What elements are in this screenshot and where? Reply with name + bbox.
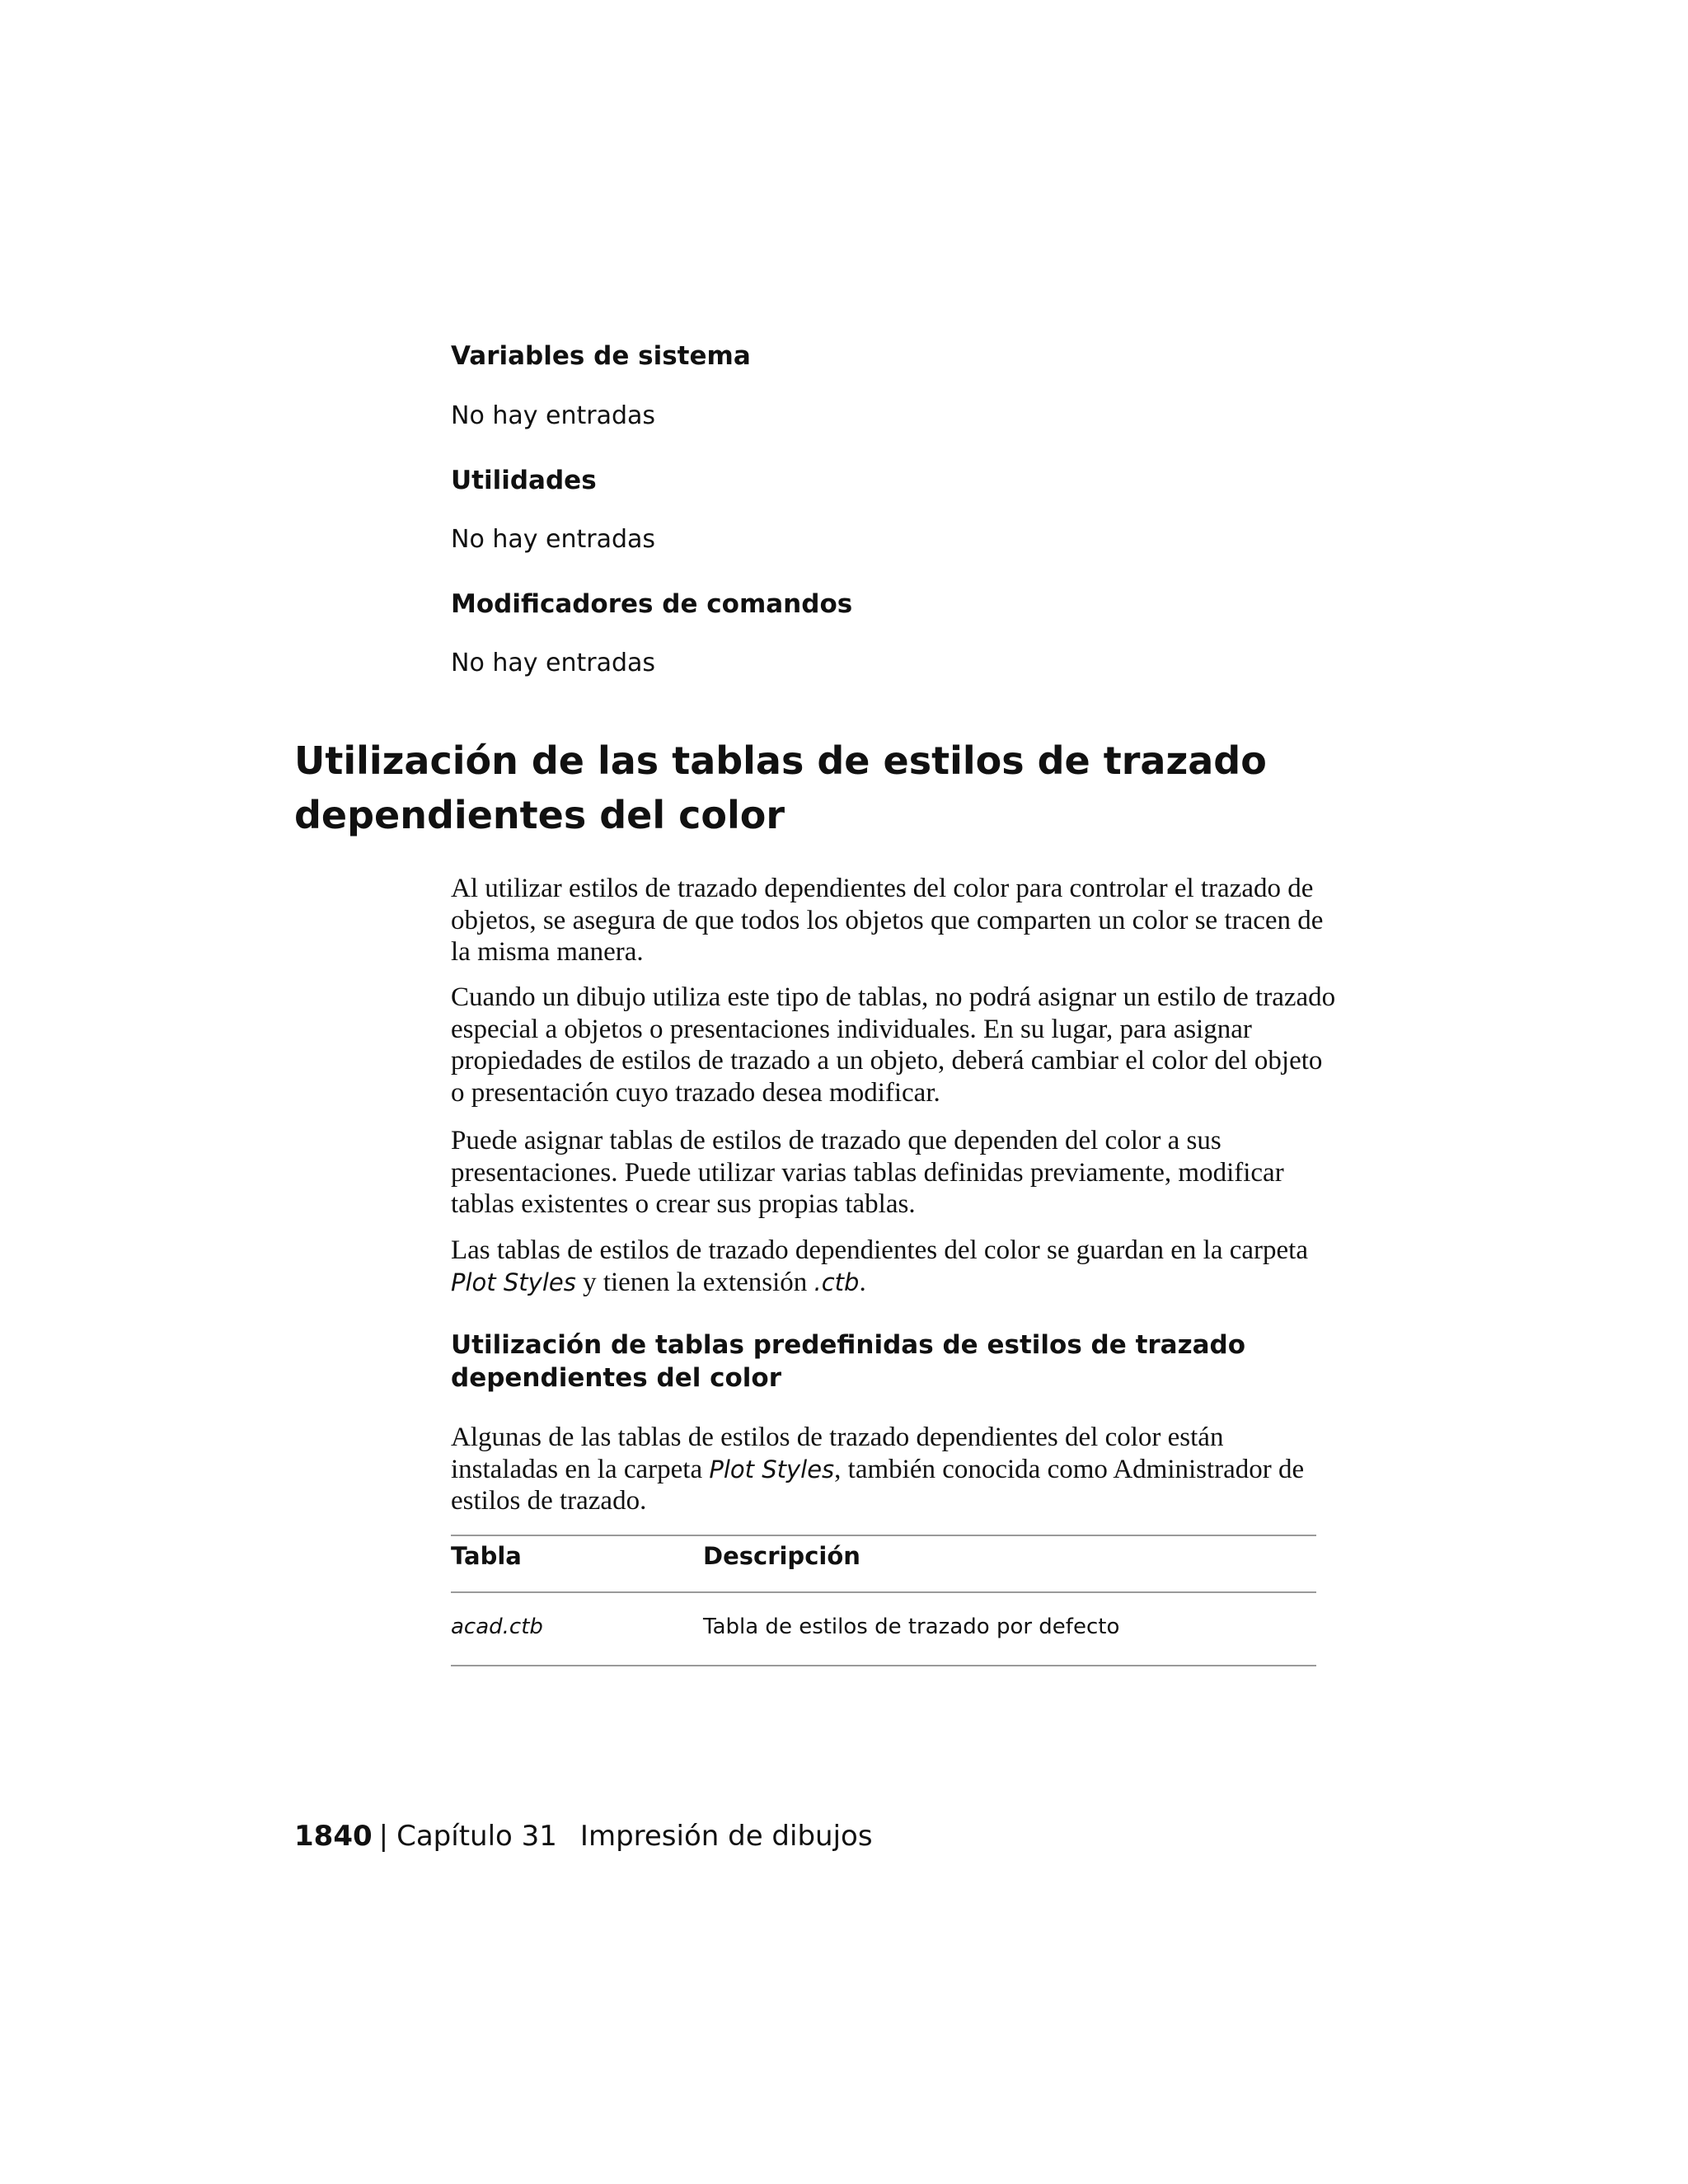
table-header-rule: [451, 1591, 1316, 1593]
paragraph-4-text-before: Las tablas de estilos de trazado dependientes del color se guardan en la carpeta: [451, 1235, 1308, 1265]
plot-styles-folder-name: Plot Styles: [709, 1455, 835, 1483]
utilities-text: No hay entradas: [451, 525, 656, 554]
paragraph-4-text-middle: y tienen la extensión: [575, 1267, 814, 1297]
command-modifiers-text: No hay entradas: [451, 649, 656, 677]
subsection-text-before: Algunas de las tablas de estilos de trazado dependientes del color están instaladas en la carpeta: [451, 1422, 1224, 1484]
table-header-tabla: Tabla: [451, 1542, 522, 1570]
plot-styles-folder-name: Plot Styles: [451, 1268, 576, 1296]
section-paragraph-1: Al utilizar estilos de trazado dependientes del color para controlar el trazado de objetos, se asegura de que todos los objetos que comparten un color se tracen de la misma manera.: [451, 874, 1324, 967]
table-top-rule: [451, 1535, 1316, 1536]
table-header-descripcion: Descripción: [703, 1542, 860, 1570]
subsection-paragraph: [451, 1422, 1337, 1517]
system-variables-heading: Variables de sistema: [451, 341, 751, 371]
ctb-extension: .ctb: [814, 1268, 860, 1296]
table-bottom-rule: [451, 1665, 1316, 1666]
command-modifiers-heading: Modificadores de comandos: [451, 589, 853, 619]
subsection-text-after: , también conocida como Administrador de estilos de trazado.: [451, 1454, 1305, 1516]
footer-separator: |: [378, 1820, 389, 1853]
section-title: Utilización de las tablas de estilos de trazado dependientes del color: [294, 738, 1267, 837]
section-paragraph-4: [451, 1235, 1337, 1298]
section-paragraph-3: Puede asignar tablas de estilos de trazado que dependen del color a sus presentaciones. Puede utilizar varias tablas definidas previamente, modificar tablas existentes o crear sus propias tablas.: [451, 1126, 1284, 1219]
page-number: 1840: [294, 1820, 373, 1853]
page-footer: [294, 1818, 873, 1854]
section-paragraph-2: Cuando un dibujo utiliza este tipo de tablas, no podrá asignar un estilo de trazado especial a objetos o presentaciones individuales. En su lugar, para asignar propiedades de estilos de trazado a un objeto, deberá cambiar el color del objeto o presentación cuyo trazado desea modificar.: [451, 982, 1336, 1108]
footer-chapter: Capítulo 31: [396, 1820, 557, 1853]
footer-chapter-title: Impresión de dibujos: [579, 1820, 873, 1853]
paragraph-4-text-end: .: [859, 1267, 866, 1297]
utilities-heading: Utilidades: [451, 466, 597, 495]
system-variables-text: No hay entradas: [451, 401, 656, 430]
table-cell-tabla: acad.ctb: [451, 1615, 543, 1639]
table-cell-descripcion: Tabla de estilos de trazado por defecto: [703, 1615, 1120, 1639]
subsection-title: Utilización de tablas predefinidas de estilos de trazado dependientes del color: [451, 1330, 1246, 1393]
